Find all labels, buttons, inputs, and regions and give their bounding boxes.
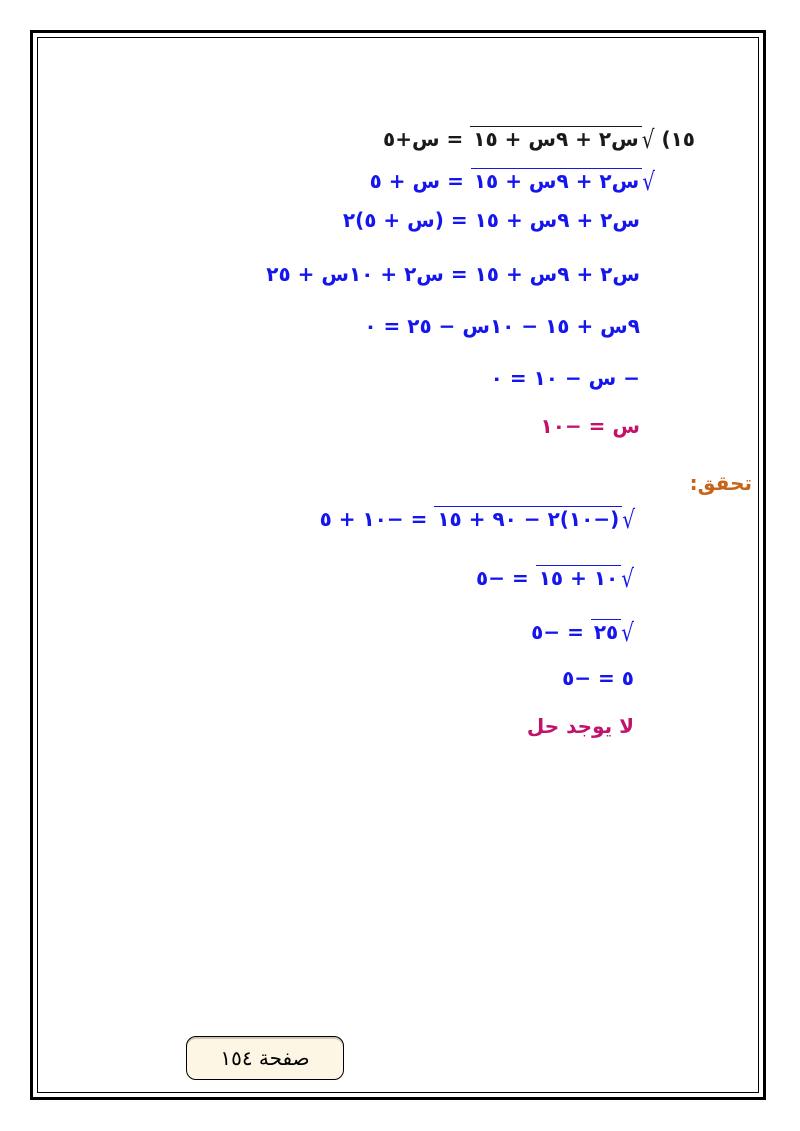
step-4-text: ٩س + ١٥ − ١٠س − ٢٥ = ٠ [364, 314, 640, 338]
check-line-2-rest: = −٥ [476, 566, 529, 590]
check-line-1 [320, 506, 635, 532]
step-2 [343, 208, 640, 232]
sqrt-icon: √ [641, 124, 655, 154]
problem-number: ١٥) [661, 127, 695, 151]
step-4 [364, 314, 640, 338]
conclusion [527, 714, 634, 738]
page-number-box [186, 1036, 344, 1080]
problem-radicand: س٢ + ٩س + ١٥ [470, 126, 641, 152]
step-1 [370, 168, 655, 194]
step-3 [266, 262, 640, 286]
page-number-text: صفحة ١٥٤ [220, 1046, 310, 1070]
problem-rhs: = س+٥ [383, 127, 464, 151]
step-5 [491, 366, 640, 390]
check-line-2-radicand: ١٠ + ١٥ [536, 565, 622, 591]
conclusion-text: لا يوجد حل [526, 714, 634, 738]
check-line-3-radicand: ٢٥ [591, 619, 621, 645]
sqrt-icon: √ [622, 504, 635, 534]
step-3-text: س٢ + ٩س + ١٥ = س٢ + ١٠س + ٢٥ [266, 262, 640, 286]
problem-statement [383, 126, 695, 152]
check-line-1-radicand: (−١٠)٢ − ٩٠ + ١٥ [434, 506, 622, 532]
answer-text: س = −١٠ [540, 414, 640, 438]
step-1-radicand: س٢ + ٩س + ١٥ [471, 168, 642, 194]
check-line-2 [476, 565, 634, 591]
check-line-3 [531, 619, 634, 645]
check-label: تحقق: [689, 471, 752, 495]
step-2-text: س٢ + ٩س + ١٥ = (س + ٥)٢ [342, 208, 640, 232]
check-line-1-rest: = −١٠ + ٥ [319, 507, 428, 531]
sqrt-icon: √ [642, 166, 655, 196]
answer [541, 414, 640, 438]
check-line-4 [562, 666, 634, 690]
step-5-text: − س − ١٠ = ٠ [490, 366, 640, 390]
check-line-4-text: ٥ = −٥ [562, 666, 634, 690]
step-1-rest: = س + ٥ [369, 169, 464, 193]
check-line-3-rest: = −٥ [531, 620, 584, 644]
sqrt-icon: √ [621, 563, 634, 593]
sqrt-icon: √ [621, 617, 634, 647]
